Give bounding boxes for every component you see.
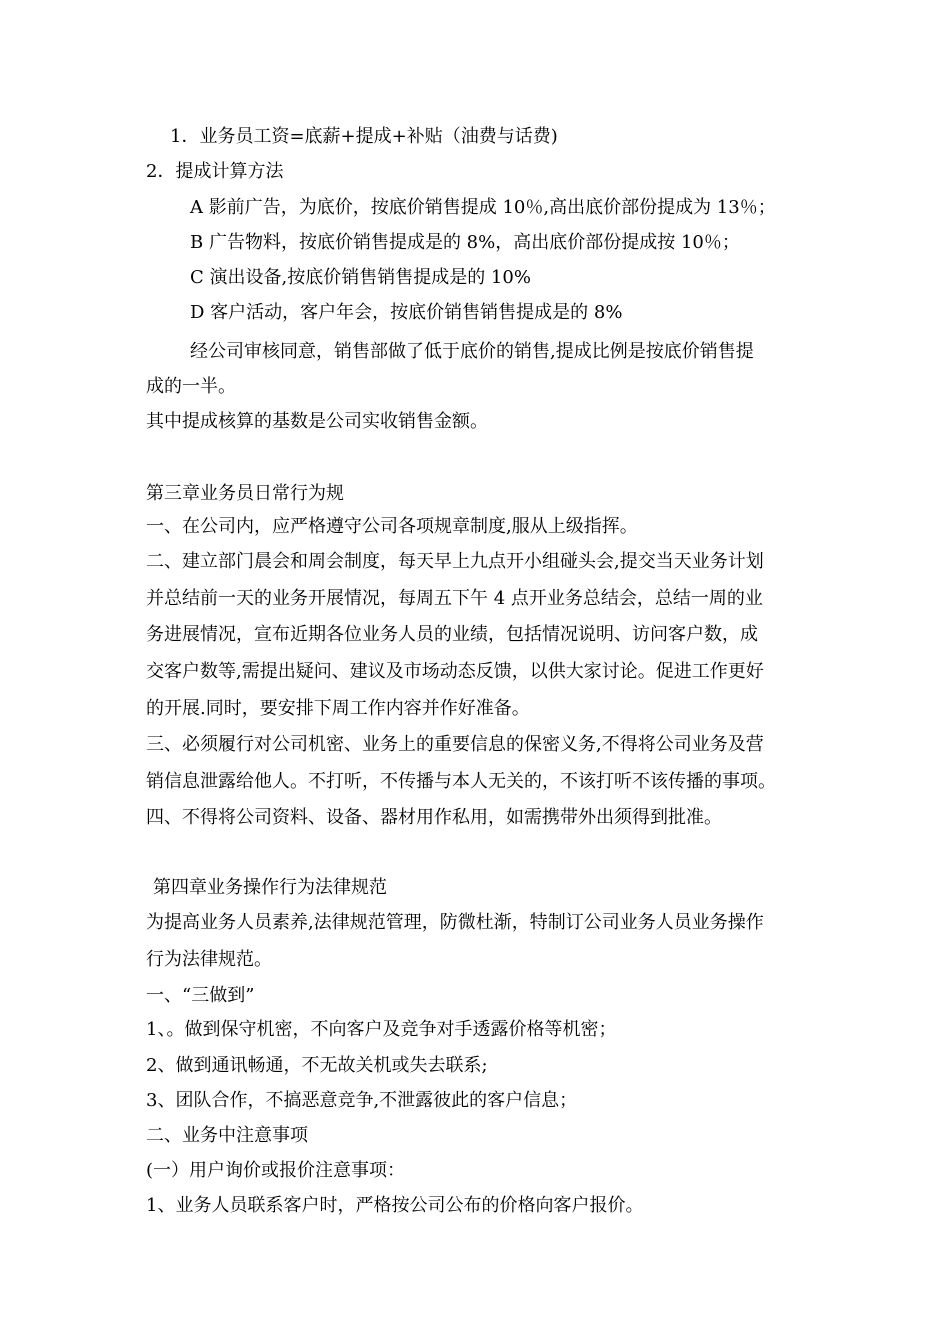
commission-item-b: B 广告物料，按底价销售提成是的 8%，高出底价部份提成按 10％； [190, 232, 740, 253]
chapter3-rule2-line1: 二、建立部门晨会和周会制度，每天早上九点开小组碰头会,提交当天业务计划 [146, 551, 764, 572]
do-item-3: 3、团队合作，不搞恶意竞争,不泄露彼此的客户信息； [146, 1090, 578, 1111]
commission-base-note: 其中提成核算的基数是公司实收销售金额。 [146, 411, 488, 432]
chapter3-rule3-line2: 销信息泄露给他人。不打听，不传播与本人无关的，不该打听不该传播的事项。 [146, 771, 776, 792]
chapter4-title: 第四章业务操作行为法律规范 [153, 877, 387, 898]
commission-item-d: D 客户活动，客户年会，按底价销售销售提成是的 8% [190, 302, 623, 323]
chapter3-rule2-line3: 务进展情况，宣布近期各位业务人员的业绩，包括情况说明、访问客户数，成 [146, 624, 758, 645]
notes-heading: 二、业务中注意事项 [146, 1125, 308, 1146]
do-item-1: 1、。做到保守机密，不向客户及竞争对手透露价格等机密； [146, 1019, 617, 1040]
chapter3-title: 第三章业务员日常行为规 [146, 483, 344, 504]
chapter3-rule2-line4: 交客户数等,需提出疑问、建议及市场动态反馈，以供大家讨论。促进工作更好 [146, 661, 764, 682]
approval-text-line2: 成的一半。 [146, 376, 236, 397]
inquiry-item-1: 1、业务人员联系客户时，严格按公司公布的价格向客户报价。 [146, 1195, 644, 1216]
chapter3-rule2-line2: 并总结前一天的业务开展情况，每周五下午 4 点开业务总结会，总结一周的业 [146, 588, 763, 609]
chapter3-rule2-line5: 的开展.同时，要安排下周工作内容并作好准备。 [146, 698, 530, 719]
commission-calc-heading: 2．提成计算方法 [146, 161, 284, 182]
inquiry-heading: (一）用户询价或报价注意事项： [146, 1160, 406, 1181]
salary-formula: 1．业务员工资=底薪+提成+补贴（油费与话费) [170, 126, 558, 147]
chapter4-intro-line2: 行为法律规范。 [146, 949, 272, 970]
do-item-2: 2、做到通讯畅通，不无故关机或失去联系; [146, 1055, 488, 1076]
commission-item-a: A 影前广告，为底价，按底价销售提成 10％,高出底价部份提成为 13％； [190, 197, 776, 218]
chapter3-rule1: 一、在公司内，应严格遵守公司各项规章制度,服从上级指挥。 [146, 516, 638, 537]
three-dos-heading: 一、“三做到” [146, 985, 255, 1006]
chapter3-rule4: 四、不得将公司资料、设备、器材用作私用，如需携带外出须得到批准。 [146, 807, 722, 828]
chapter3-rule3-line1: 三、必须履行对公司机密、业务上的重要信息的保密义务,不得将公司业务及营 [146, 734, 764, 755]
approval-text-line1: 经公司审核同意，销售部做了低于底价的销售,提成比例是按底价销售提 [190, 341, 754, 362]
commission-item-c: C 演出设备,按底价销售销售提成是的 10% [190, 267, 531, 288]
chapter4-intro-line1: 为提高业务人员素养,法律规范管理，防微杜渐，特制订公司业务人员业务操作 [146, 912, 764, 933]
